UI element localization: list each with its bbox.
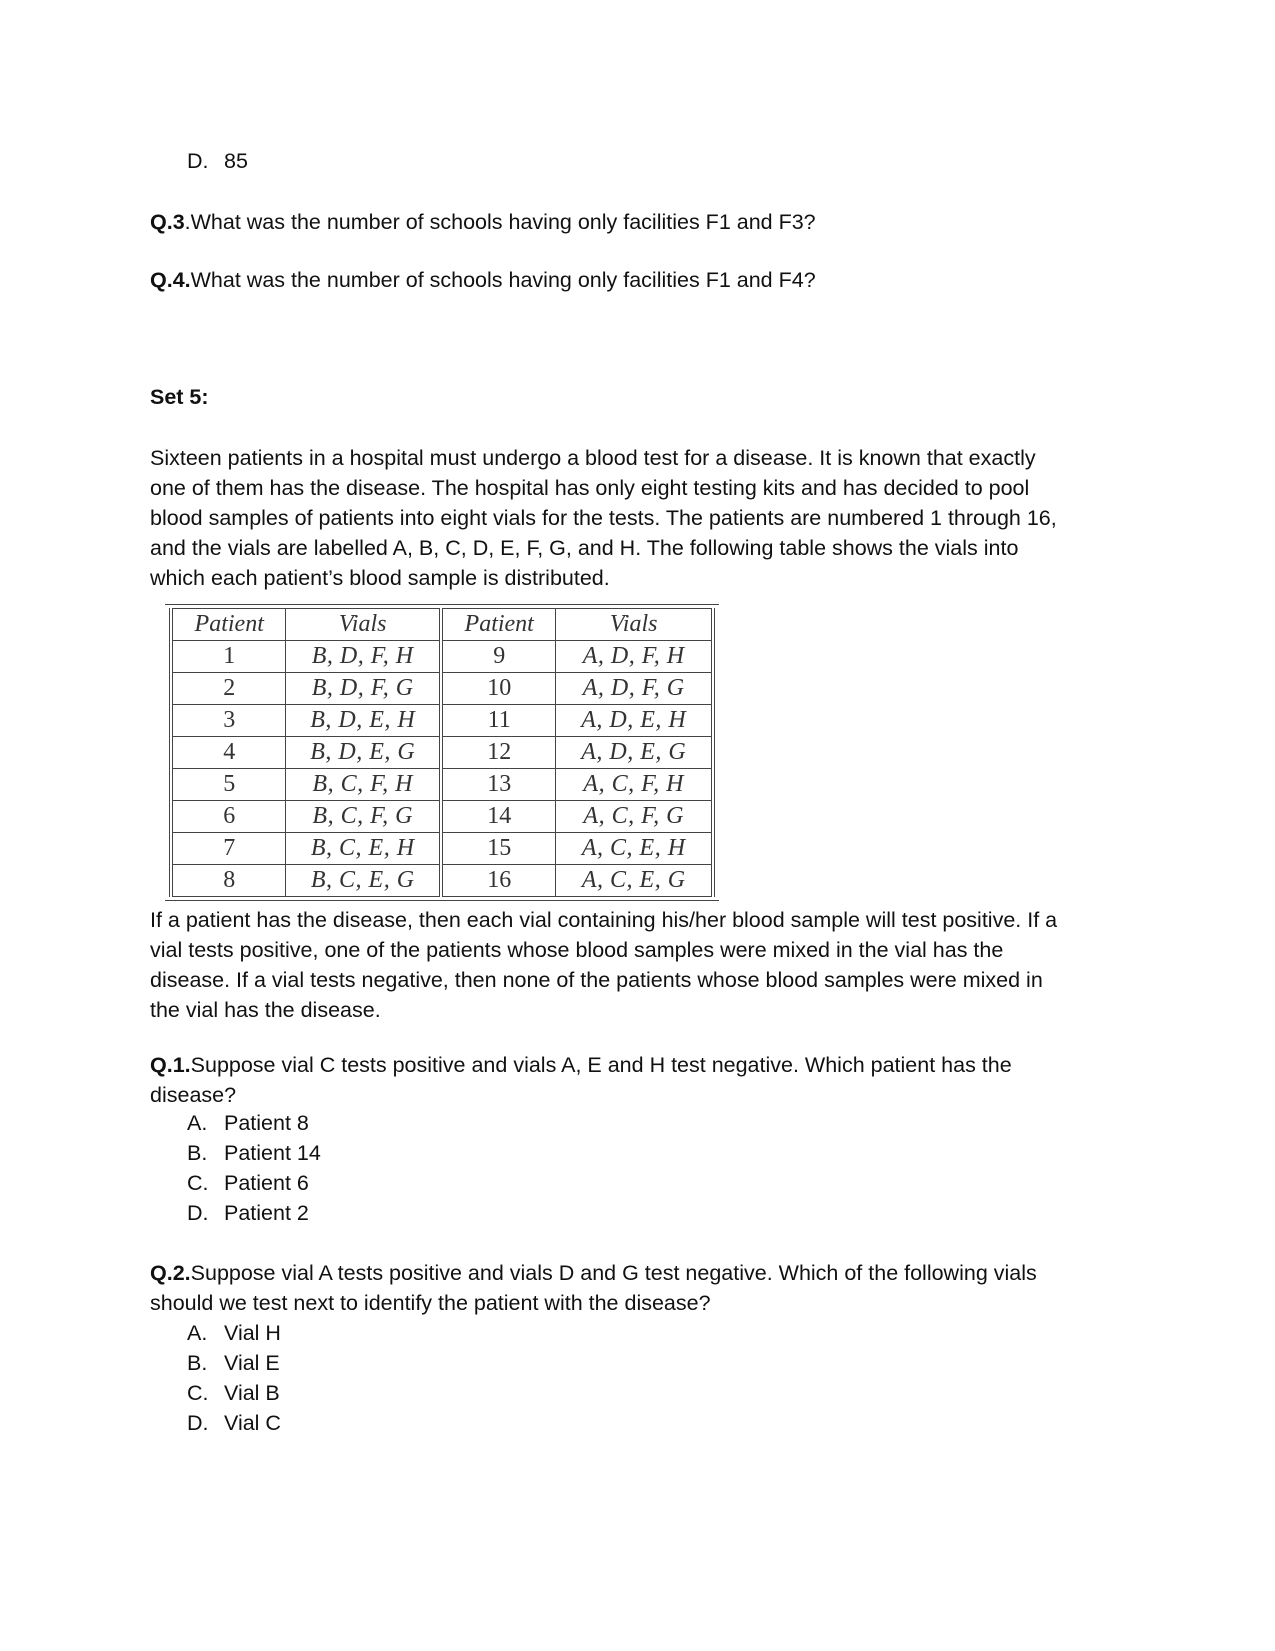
cell-vials: B, C, E, G (286, 865, 441, 897)
table-top-rule (165, 604, 719, 605)
header-patient: Patient (441, 609, 556, 641)
option-letter: A. (187, 1111, 208, 1135)
option-d (187, 1408, 281, 1438)
cell-patient: 3 (171, 705, 286, 737)
option-b (187, 1138, 321, 1168)
question-line (150, 1258, 1037, 1288)
question-line: disease? (150, 1083, 237, 1107)
question-line: should we test next to identify the patient with the disease? (150, 1291, 711, 1315)
cell-patient: 13 (441, 769, 556, 801)
cell-patient: 11 (441, 705, 556, 737)
question-q4 (150, 265, 816, 295)
option-text: Vial C (224, 1411, 281, 1435)
intro-line: and the vials are labelled A, B, C, D, E, F, G, and H. The following table shows the vials into (150, 536, 1019, 560)
option-letter: B. (187, 1351, 208, 1375)
option-text: 85 (224, 149, 248, 173)
option-c (187, 1168, 309, 1198)
intro-line: Sixteen patients in a hospital must undergo a blood test for a disease. It is known that exactly (150, 446, 1036, 470)
cell-patient: 12 (441, 737, 556, 769)
intro-line: one of them has the disease. The hospital has only eight testing kits and has decided to pool (150, 476, 1030, 500)
option-c (187, 1378, 280, 1408)
explanation-line: vial tests positive, one of the patients whose blood samples were mixed in the vial has the (150, 938, 1004, 962)
option-d (187, 1198, 309, 1228)
table-row (171, 801, 713, 833)
question-text: .What was the number of schools having only facilities F1 and F3? (184, 210, 816, 234)
explanation-line: the vial has the disease. (150, 998, 381, 1022)
header-patient: Patient (171, 609, 286, 641)
cell-patient: 8 (171, 865, 286, 897)
cell-vials: A, D, F, G (556, 673, 713, 705)
cell-patient: 10 (441, 673, 556, 705)
option-letter: C. (187, 1171, 209, 1195)
table-row (171, 705, 713, 737)
option-text: Vial E (224, 1351, 280, 1375)
cell-vials: B, D, F, G (286, 673, 441, 705)
question-text: What was the number of schools having only facilities F1 and F4? (190, 268, 816, 292)
table-header-row (171, 609, 713, 641)
question-text: Suppose vial C tests positive and vials A, E and H test negative. Which patient has the (190, 1053, 1012, 1077)
cell-vials: A, C, E, H (556, 833, 713, 865)
header-vials: Vials (556, 609, 713, 641)
option-text: Patient 2 (224, 1201, 309, 1225)
option-letter: C. (187, 1381, 209, 1405)
question-q3 (150, 207, 816, 237)
cell-vials: A, D, F, H (556, 641, 713, 673)
cell-vials: B, D, F, H (286, 641, 441, 673)
question-label: Q.4. (150, 268, 191, 292)
option-letter: B. (187, 1141, 208, 1165)
cell-vials: A, D, E, G (556, 737, 713, 769)
cell-patient: 1 (171, 641, 286, 673)
explanation-line: If a patient has the disease, then each vial containing his/her blood sample will test positive. If a (150, 908, 1058, 932)
option-text: Patient 6 (224, 1171, 309, 1195)
explanation-line: disease. If a vial tests negative, then none of the patients whose blood samples were mixed in (150, 968, 1043, 992)
cell-vials: B, D, E, H (286, 705, 441, 737)
cell-patient: 9 (441, 641, 556, 673)
cell-vials: B, C, F, H (286, 769, 441, 801)
cell-patient: 2 (171, 673, 286, 705)
option-a (187, 1108, 309, 1138)
vials-table (169, 608, 715, 897)
table-bottom-rule (165, 900, 719, 901)
set-heading-text: Set 5: (150, 385, 209, 409)
cell-vials: B, C, F, G (286, 801, 441, 833)
cell-vials: A, C, F, H (556, 769, 713, 801)
header-vials: Vials (286, 609, 441, 641)
vials-table-figure (165, 604, 719, 901)
cell-vials: B, D, E, G (286, 737, 441, 769)
cell-patient: 7 (171, 833, 286, 865)
option-letter: D. (187, 1201, 209, 1225)
option-letter: D. (187, 1411, 209, 1435)
question-label: Q.3 (150, 210, 185, 234)
table-row (171, 737, 713, 769)
question-line (150, 1050, 1012, 1080)
table-row (171, 865, 713, 897)
cell-vials: A, C, F, G (556, 801, 713, 833)
option-letter: D. (187, 149, 209, 173)
prev-option-d (187, 146, 248, 176)
cell-patient: 4 (171, 737, 286, 769)
cell-patient: 6 (171, 801, 286, 833)
cell-vials: A, D, E, H (556, 705, 713, 737)
option-text: Vial B (224, 1381, 280, 1405)
cell-vials: A, C, E, G (556, 865, 713, 897)
option-a (187, 1318, 281, 1348)
cell-patient: 14 (441, 801, 556, 833)
option-letter: A. (187, 1321, 208, 1345)
table-row (171, 769, 713, 801)
cell-patient: 15 (441, 833, 556, 865)
cell-vials: B, C, E, H (286, 833, 441, 865)
cell-patient: 16 (441, 865, 556, 897)
cell-patient: 5 (171, 769, 286, 801)
intro-line: which each patient’s blood sample is distributed. (150, 566, 610, 590)
question-label: Q.1. (150, 1053, 191, 1077)
intro-line: blood samples of patients into eight vials for the tests. The patients are numbered 1 through 16, (150, 506, 1057, 530)
table-row (171, 833, 713, 865)
table-row (171, 673, 713, 705)
option-text: Patient 14 (224, 1141, 321, 1165)
option-text: Patient 8 (224, 1111, 309, 1135)
question-text: Suppose vial A tests positive and vials D and G test negative. Which of the following vials (190, 1261, 1037, 1285)
question-label: Q.2. (150, 1261, 191, 1285)
option-b (187, 1348, 280, 1378)
option-text: Vial H (224, 1321, 281, 1345)
set-heading (150, 382, 209, 412)
table-row (171, 641, 713, 673)
